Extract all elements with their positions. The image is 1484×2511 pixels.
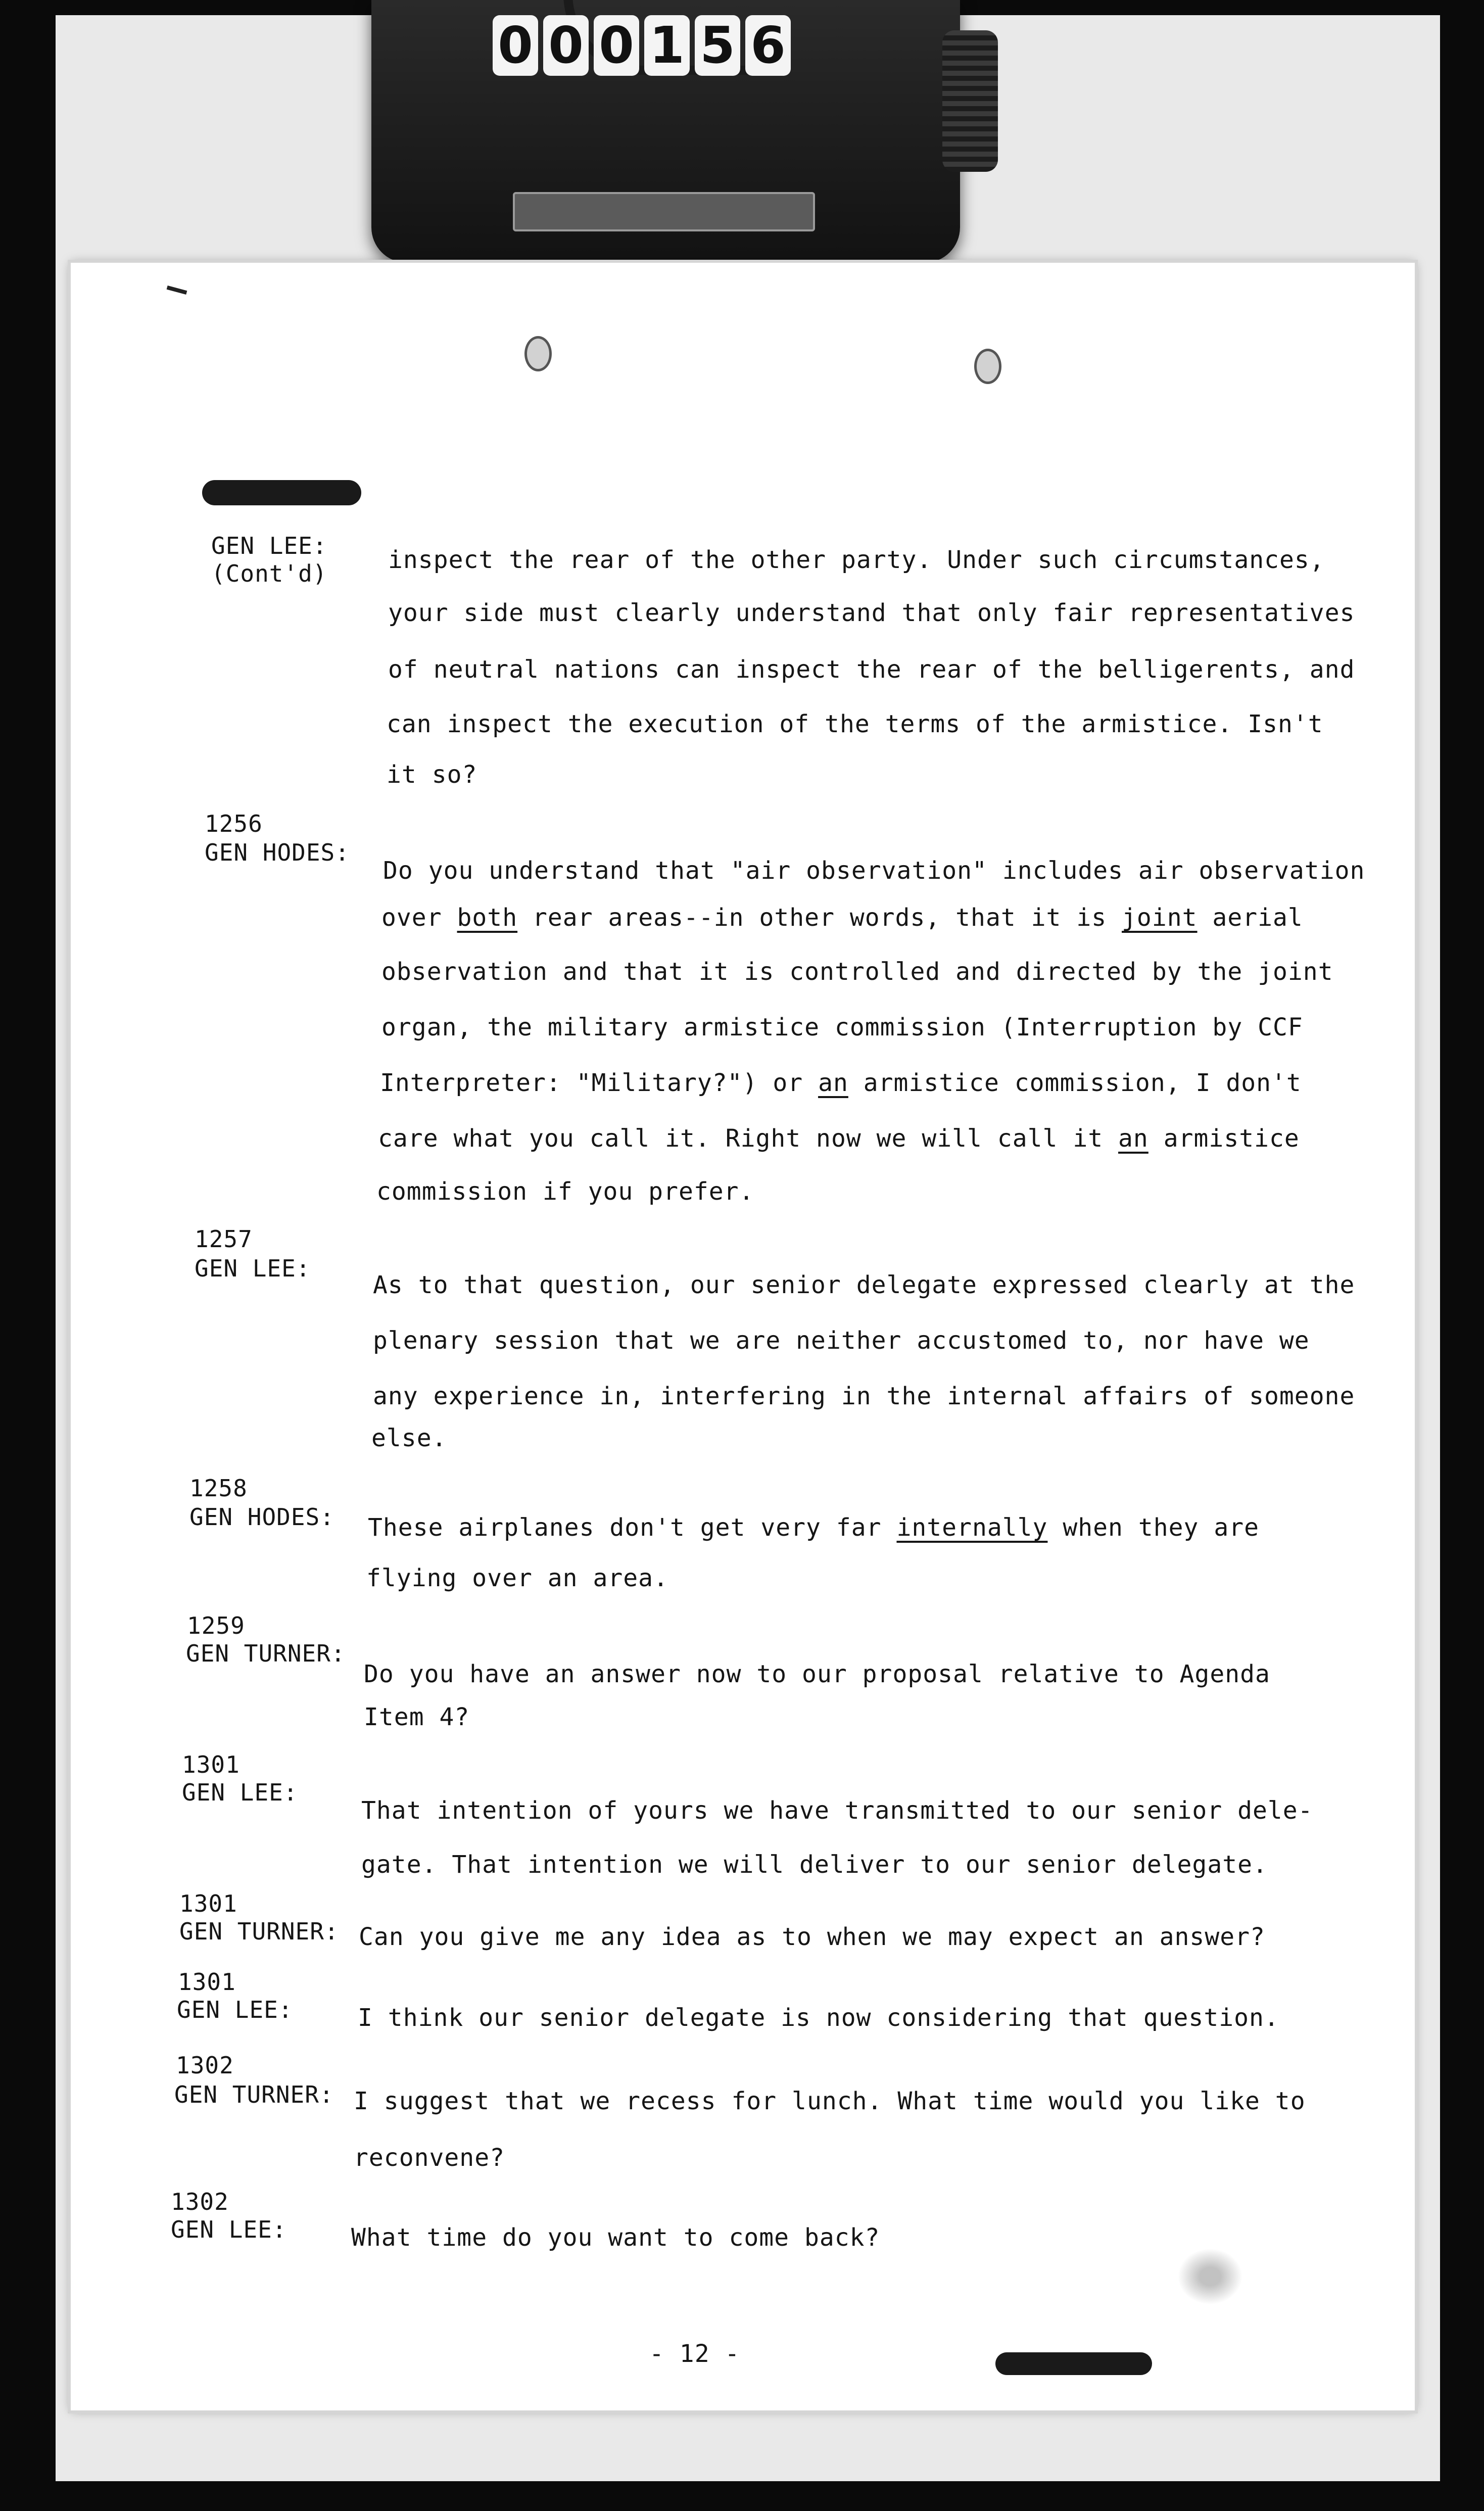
body-line: I suggest that we recess for lunch. What time would you like to: [354, 2087, 1306, 2115]
body-line: flying over an area.: [366, 1564, 668, 1592]
body-line: Do you have an answer now to our proposal relative to Agenda: [364, 1660, 1270, 1688]
timestamp: 1256: [205, 810, 263, 837]
counter-digit: 0: [543, 15, 589, 76]
speaker-label: GEN TURNER:: [179, 1918, 339, 1945]
body-line: [380, 1069, 1302, 1097]
body-line: That intention of yours we have transmitted to our senior dele-: [361, 1796, 1313, 1825]
timestamp: 1302: [171, 2188, 229, 2215]
body-line: I think our senior delegate is now considering that question.: [358, 2004, 1279, 2032]
body-line: of neutral nations can inspect the rear of the belligerents, and: [388, 655, 1355, 684]
text-run: when they are: [1047, 1513, 1260, 1542]
body-line: As to that question, our senior delegate expressed clearly at the: [373, 1271, 1355, 1299]
body-line: your side must clearly understand that only fair representatives: [388, 599, 1355, 627]
text-run: armistice commission, I don't: [848, 1069, 1302, 1097]
counter-display: [493, 15, 791, 76]
speaker-label: GEN HODES:: [189, 1503, 334, 1531]
speaker-label: GEN LEE:: [195, 1255, 311, 1282]
body-line: else.: [371, 1424, 447, 1452]
timestamp: 1301: [179, 1890, 237, 1917]
counter-label-slot: [513, 192, 815, 231]
underlined-word: joint: [1122, 904, 1198, 932]
counter-digit: 6: [745, 15, 791, 76]
underlined-word: internally: [896, 1513, 1048, 1542]
speaker-label: GEN LEE:: [211, 532, 327, 559]
body-line: commission if you prefer.: [376, 1177, 754, 1206]
text-run: These airplanes don't get very far: [368, 1513, 897, 1542]
redaction-bar-top: [202, 480, 361, 505]
body-line: Item 4?: [364, 1703, 470, 1731]
speaker-label: GEN HODES:: [205, 839, 350, 866]
counter-digit: 5: [695, 15, 740, 76]
ink-smudge: [1172, 2244, 1248, 2309]
text-run: Interpreter: "Military?") or: [380, 1069, 819, 1097]
body-line: [368, 1513, 1259, 1542]
timestamp: 1301: [178, 1968, 236, 1996]
text-run: rear areas--in other words, that it is: [517, 904, 1122, 932]
body-line: What time do you want to come back?: [351, 2223, 880, 2252]
body-line: organ, the military armistice commission (Interruption by CCF: [381, 1013, 1303, 1041]
body-line: Can you give me any idea as to when we may expect an answer?: [359, 1923, 1265, 1951]
timestamp: 1259: [187, 1612, 245, 1639]
counter-digit: 0: [594, 15, 639, 76]
body-line: can inspect the execution of the terms of the armistice. Isn't: [387, 710, 1323, 738]
page-number: - 12 -: [649, 2340, 740, 2368]
body-line: observation and that it is controlled and directed by the joint: [381, 958, 1333, 986]
body-line: [381, 904, 1303, 932]
body-line: it so?: [387, 761, 477, 789]
speaker-label: GEN TURNER:: [174, 2081, 334, 2108]
underlined-word: both: [457, 904, 518, 932]
text-run: care what you call it. Right now we will call it: [378, 1124, 1119, 1153]
body-line: inspect the rear of the other party. Under such circumstances,: [388, 546, 1325, 574]
timestamp: 1257: [195, 1225, 253, 1253]
punch-hole: [524, 336, 552, 371]
text-run: over: [381, 904, 457, 932]
speaker-label: GEN LEE:: [182, 1779, 298, 1806]
timestamp: 1301: [182, 1751, 240, 1778]
underlined-word: an: [1118, 1124, 1148, 1153]
body-line: reconvene?: [354, 2144, 505, 2172]
timestamp: 1302: [176, 2052, 234, 2079]
body-line: plenary session that we are neither accustomed to, nor have we: [373, 1326, 1310, 1355]
counter-digit: 1: [644, 15, 690, 76]
page-counter-device: [371, 0, 960, 263]
continued-label: (Cont'd): [211, 560, 327, 587]
body-line: any experience in, interfering in the internal affairs of someone: [373, 1382, 1355, 1410]
text-run: aerial: [1197, 904, 1303, 932]
redaction-bar-bottom: [995, 2352, 1152, 2375]
punch-hole: [974, 349, 1001, 384]
body-line: gate. That intention we will deliver to our senior delegate.: [361, 1851, 1268, 1879]
body-line: [378, 1124, 1300, 1153]
timestamp: 1258: [189, 1475, 248, 1502]
text-run: armistice: [1148, 1124, 1300, 1153]
counter-knob: [942, 30, 998, 172]
speaker-label: GEN LEE:: [177, 1996, 293, 2023]
underlined-word: an: [818, 1069, 848, 1097]
speaker-label: GEN LEE:: [171, 2216, 287, 2243]
body-line: Do you understand that "air observation" includes air observation: [383, 857, 1365, 885]
counter-digit: 0: [493, 15, 538, 76]
speaker-label: GEN TURNER:: [186, 1640, 346, 1667]
